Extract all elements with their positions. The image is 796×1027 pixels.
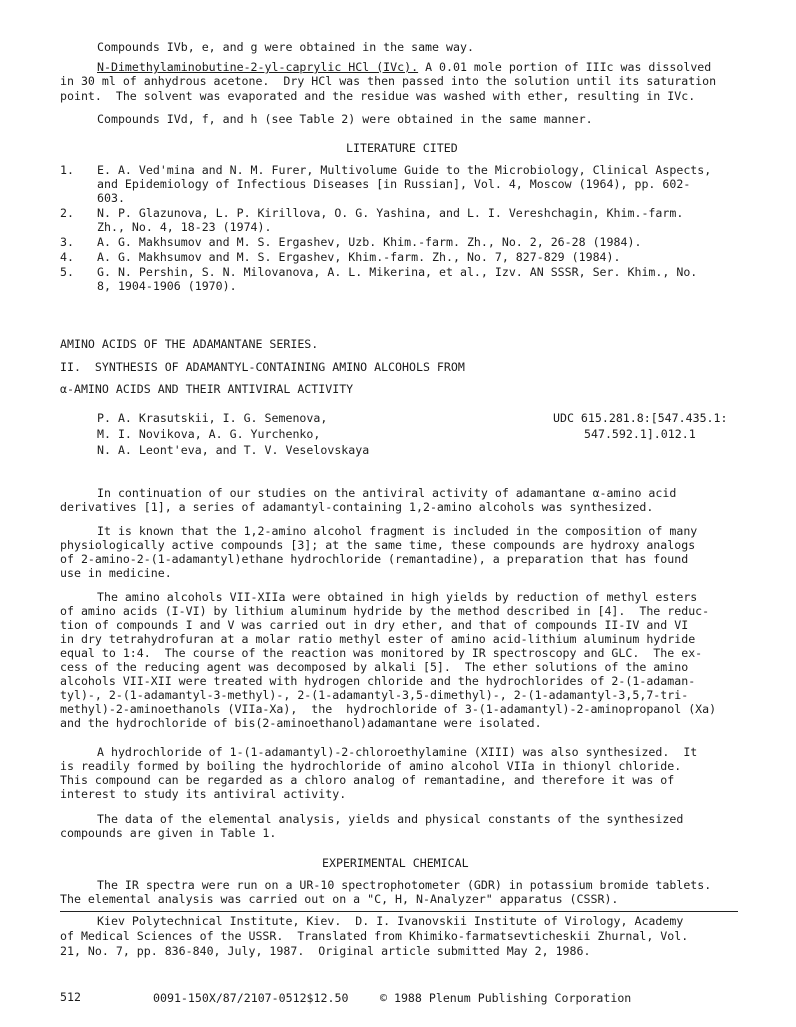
body-line: interest to study its antiviral activity.	[60, 787, 347, 801]
ref-line: and Epidemiology of Infectious Diseases [in Russian], Vol. 4, Moscow (1964), pp. 602-	[97, 177, 691, 191]
body-line: The data of the elemental analysis, yields and physical constants of the synthesized	[97, 812, 684, 826]
body-line: and the hydrochloride of bis(2-aminoethanol)adamantane were isolated.	[60, 716, 542, 730]
authors-line: P. A. Krasutskii, I. G. Semenova,	[97, 411, 328, 425]
ref-number: 2.	[60, 206, 74, 220]
ref-line: 603.	[97, 191, 125, 205]
ref-line: E. A. Ved'mina and N. M. Furer, Multivolume Guide to the Microbiology, Clinical Aspects,	[97, 163, 712, 177]
body-line: is readily formed by boiling the hydrochloride of amino alcohol VIIa in thionyl chloride.	[60, 759, 682, 773]
footnote-line: Kiev Polytechnical Institute, Kiev. D. I. Ivanovskii Institute of Virology, Academy	[97, 914, 684, 928]
body-line: cess of the reducing agent was decomposed by alkali [5]. The ether solutions of the amino	[60, 660, 689, 674]
paragraph-ivd: Compounds IVd, f, and h (see Table 2) were obtained in the same manner.	[97, 112, 593, 126]
body-line: The IR spectra were run on a UR-10 spectrophotometer (GDR) in potassium bromide tablets.	[97, 878, 712, 892]
body-line: The elemental analysis was carried out on a "C, H, N-Analyzer" apparatus (CSSR).	[60, 892, 619, 906]
ref-number: 1.	[60, 163, 74, 177]
article-title-line1: AMINO ACIDS OF THE ADAMANTANE SERIES.	[60, 337, 319, 351]
copyright-notice: © 1988 Plenum Publishing Corporation	[380, 991, 632, 1005]
article-title-line2: II. SYNTHESIS OF ADAMANTYL-CONTAINING AMINO ALCOHOLS FROM	[60, 360, 465, 374]
authors-line: N. A. Leont'eva, and T. V. Veselovskaya	[97, 443, 370, 457]
body-line: methyl)-2-aminoethanols (VIIa-Xa), the hydrochloride of 3-(1-adamantyl)-2-aminopropanol (Xa)	[60, 702, 717, 716]
page-number: 512	[60, 990, 81, 1004]
paragraph-ivc-line3: point. The solvent was evaporated and the residue was washed with ether, resulting in IVc.	[60, 89, 696, 103]
ref-line: G. N. Pershin, S. N. Milovanova, A. L. Mikerina, et al., Izv. AN SSSR, Ser. Khim., No.	[97, 265, 698, 279]
ref-line: A. G. Makhsumov and M. S. Ergashev, Khim.-farm. Zh., No. 7, 827-829 (1984).	[97, 250, 621, 264]
ref-line: A. G. Makhsumov and M. S. Ergashev, Uzb. Khim.-farm. Zh., No. 2, 26-28 (1984).	[97, 235, 642, 249]
footnote-line: of Medical Sciences of the USSR. Translated from Khimiko-farmatsevticheskii Zhurnal, Vol.	[60, 929, 689, 943]
paragraph-ivc-text: A 0.01 mole portion of IIIc was dissolved	[418, 60, 712, 74]
body-line: In continuation of our studies on the antiviral activity of adamantane α-amino acid	[97, 486, 677, 500]
ref-line: Zh., No. 4, 18-23 (1974).	[97, 220, 272, 234]
authors-line: M. I. Novikova, A. G. Yurchenko,	[97, 427, 321, 441]
ref-number: 5.	[60, 265, 74, 279]
article-title-line3: α-AMINO ACIDS AND THEIR ANTIVIRAL ACTIVITY	[60, 382, 354, 396]
body-line: equal to 1:4. The course of the reaction was monitored by IR spectroscopy and GLC. The ex-	[60, 646, 703, 660]
body-line: The amino alcohols VII-XIIa were obtained in high yields by reduction of methyl esters	[97, 590, 698, 604]
body-line: tyl)-, 2-(1-adamantyl-3-methyl)-, 2-(1-adamantyl-3,5-dimethyl)-, 2-(1-adamantyl-3,5,7-tri-	[60, 688, 689, 702]
body-line: derivatives [1], a series of adamantyl-containing 1,2-amino alcohols was synthesized.	[60, 500, 654, 514]
footnote-line: 21, No. 7, pp. 836-840, July, 1987. Original article submitted May 2, 1986.	[60, 944, 591, 958]
body-line: compounds are given in Table 1.	[60, 826, 277, 840]
body-line: A hydrochloride of 1-(1-adamantyl)-2-chloroethylamine (XIII) was also synthesized. It	[97, 745, 698, 759]
footnote-divider	[60, 911, 738, 912]
body-line: physiologically active compounds [3]; at the same time, these compounds are hydroxy analogs	[60, 538, 696, 552]
paragraph-ivc-line2: in 30 ml of anhydrous acetone. Dry HCl was then passed into the solution until its saturation	[60, 74, 717, 88]
ref-number: 4.	[60, 250, 74, 264]
publication-code: 0091-150X/87/2107-0512$12.50	[153, 991, 349, 1005]
paragraph-ivc-line1	[97, 60, 711, 74]
ref-line: N. P. Glazunova, L. P. Kirillova, O. G. Yashina, and L. I. Vereshchagin, Khim.-farm.	[97, 206, 684, 220]
udc-code: UDC 615.281.8:[547.435.1:	[553, 411, 728, 425]
ref-line: 8, 1904-1906 (1970).	[97, 279, 237, 293]
body-line: use in medicine.	[60, 566, 172, 580]
body-line: of 2-amino-2-(1-adamantyl)ethane hydrochloride (remantadine), a preparation that has found	[60, 552, 689, 566]
body-line: This compound can be regarded as a chloro analog of remantadine, and therefore it was of	[60, 773, 675, 787]
body-line: It is known that the 1,2-amino alcohol fragment is included in the composition of many	[97, 524, 698, 538]
body-line: of amino acids (I-VI) by lithium aluminum hydride by the method described in [4]. The reduc-	[60, 604, 710, 618]
udc-code: 547.592.1].012.1	[584, 427, 696, 441]
compound-heading-ivc: N-Dimethylaminobutine-2-yl-caprylic HCl (IVc).	[97, 60, 419, 74]
literature-heading: LITERATURE CITED	[346, 141, 458, 155]
body-line: tion of compounds I and V was carried out in dry ether, and that of compounds II-IV and VI	[60, 618, 689, 632]
paragraph-ivb: Compounds IVb, e, and g were obtained in the same way.	[97, 40, 474, 54]
body-line: in dry tetrahydrofuran at a molar ratio methyl ester of amino acid-lithium aluminum hydride	[60, 632, 696, 646]
body-line: alcohols VII-XII were treated with hydrogen chloride and the hydrochlorides of 2-(1-adaman-	[60, 674, 696, 688]
experimental-heading: EXPERIMENTAL CHEMICAL	[322, 856, 469, 870]
ref-number: 3.	[60, 235, 74, 249]
